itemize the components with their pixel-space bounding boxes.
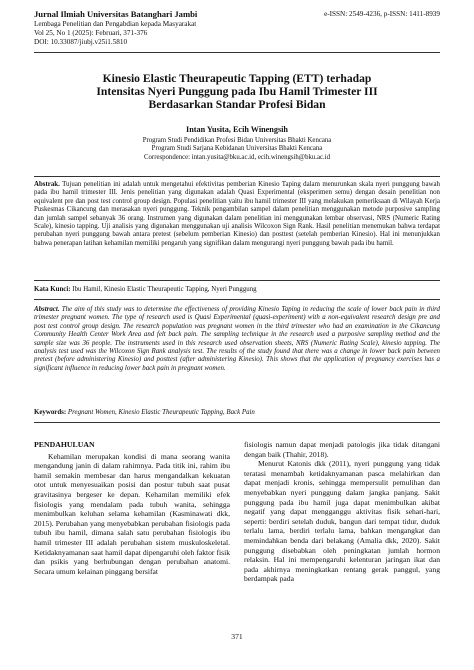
abstract-label: Abstract. <box>34 306 60 313</box>
issn-line: e-ISSN: 2549-4236, p-ISSN: 1411-8939 <box>324 10 440 18</box>
abstract-block <box>34 306 440 373</box>
abstrak-label: Abstrak. <box>34 181 60 188</box>
kata-kunci-label: Kata Kunci: <box>34 286 71 293</box>
affiliation-2: Program Studi Sarjana Kebidanan Universitas Bhakti Kencana <box>151 145 323 153</box>
left-column <box>34 440 230 576</box>
abstrak-divider <box>34 280 440 281</box>
left-paragraph-1: Kehamilan merupakan kondisi di mana seorang wanita mengandung janin di dalam rahimnya. Pada titik ini, rahim ibu hamil semakin membesar dan harus mengandalkan kekuatan otot untuk menyesuaikan posisi dan postur tubuh saat pusat gravitasinya bergeser ke depan. Kehamilan memiliki efek fisiologis yang mendalam pada tubuh wanita, sehingga menimbulkan keluhan selama kehamilan (Kasminawati dkk, 2015). Perubahan yang menyebabkan perubahan fisiologis pada tubuh ibu hamil, dimana salah satu perubahan fisiologis ibu hamil trimester III adalah perubahan sistem muskuloskeletal. Ketidaknyamanan saat hamil dapat dipengaruhi oleh faktor fisik dan psikis yang berhubungan dengan perubahan anatomi. Secara umum kelainan pinggang bersifat <box>34 451 230 576</box>
keywords-divider <box>34 422 440 423</box>
abstrak-text: Tujuan penelitian ini adalah untuk mengetahui efektivitas pemberian Kinesio Taping dalam menurunkan skala nyeri punggung bawah pada ibu hamil trimester III. Jenis penelitian yang digunakan adalah Quasi Experimental (eksperimen semu) dengan desain penelitian non equivalent pre dan post test control group design. Populasi penelitian yaitu ibu hamil trimester III yang melakukan pemeriksaan di Wilayah Kerja Puskesmas Cikancung dan merasakan nyeri punggung. Teknik pengambilan sampel dalam penelitian menggunakan metode purposive sampling dan jumlah sampel sebanyak 36 orang. Instrumen yang digunakan dalam penelitian ini menggunakan lembar observasi, NRS (Numeric Rating Scale), kinesio tapping. Uji analisis yang digunakan menggunakan uji analisis Wilcoxon Sign Rank. Hasil penelitian menemukan bahwa terdapat perubahan nyeri punggung bawah antara pretest (sebelum pemberian Kinesio) dan posttest (setelah pemberian Kinesio). Hal ini menunjukkan bahwa penerapan latihan kehamilan memiliki pengaruh yang signifikan dalam mengurangi nyeri punggung bawah pada ibu hamil. <box>34 181 440 247</box>
author-names: Intan Yusita, Ecih Winengsih <box>186 125 288 134</box>
header-divider <box>34 52 440 53</box>
right-column <box>244 440 440 584</box>
affiliations <box>34 137 440 162</box>
publisher-line: Lembaga Penelitian dan Pengabdian kepada Masyarakat <box>34 20 197 28</box>
journal-info <box>34 9 197 47</box>
right-paragraph-1: Menurut Katonis dkk (2011), nyeri punggung yang tidak teratasi menambah ketidaknyamanan pasca melahirkan dan dapat menjadi kronis, sehingga mempersulit pemulihan dan menyebabkan nyeri punggung dalam jangka panjang. Sakit punggung pada ibu hamil juga dapat menimbulkan akibat negatif yang dapat mengganggu aktivitas fisik sehari-hari, seperti: berdiri setelah duduk, bangun dari tempat tidur, duduk terlalu lama, berdiri terlalu lama, bahkan mengangkat dan memindahkan benda dari belakang (Amalia dkk, 2020). Sakit punggung disebabkan oleh peningkatan jumlah hormon relaksin. Hal ini mempengaruhi kelenturan jaringan ikat dan pada akhirnya meningkatkan rentang gerak panggul, yang berdampak pada <box>244 459 440 584</box>
correspondence: Correspondence: intan.yusita@bku.ac.id, ecih.winengsih@bku.ac.id <box>144 153 330 161</box>
page-number: 371 <box>231 632 243 641</box>
abstract-top-divider <box>34 176 440 177</box>
abstrak-block <box>34 181 440 248</box>
journal-name: Jurnal Ilmiah Universitas Batanghari Jambi <box>34 9 198 19</box>
kata-kunci-text: Ibu Hamil, Kinesio Elastic Theurapeutic Tapping, Nyeri Punggung <box>72 286 257 293</box>
keywords-block <box>34 409 440 417</box>
keywords-label: Keywords: <box>34 409 67 416</box>
kata-kunci-divider <box>34 299 440 300</box>
affiliation-1: Program Studi Pendidikan Profesi Bidan Universitas Bhakti Kencana <box>142 137 332 144</box>
journal-header <box>34 9 440 73</box>
abstract-text: The aim of this study was to determine the effectiveness of providing Kinesio Taping in reducing the scale of lower back pain in third trimester pregnant women. The type of research used is Quasi Experimental (quasi-experiment) with a non-equivalent research design pre and post test control group design. The research population was pregnant women in the third trimester who had an examination in the Cikancung Community Health Center Work Area and felt back pain. The sampling technique in the research used a purposive sampling method and the sample size was 36 people. The instruments used in this research used observation sheets, NRS (Numeric Rating Scale), kinesio tapping. The analysis test used was the Wilcoxon Sign Rank analysis test. The results of the study found that there was a change in lower back pain between pretest (before administering Kinesio) and posttest (after administering Kinesio). This shows that the application of pregnancy exercises has a significant influence in reducing lower back pain in pregnant women. <box>34 306 440 372</box>
kata-kunci-block <box>34 286 440 294</box>
body-columns <box>34 440 440 600</box>
doi-line: DOI: 10.33087/jiubj.v25i1.5810 <box>34 38 128 46</box>
title-line-2: Intensitas Nyeri Punggung pada Ibu Hamil Trimester III <box>96 85 378 99</box>
title-line-1: Kinesio Elastic Theurapeutic Tapping (ETT) terhadap <box>102 72 372 85</box>
keywords-text: Pregnant Women, Kinesio Elastic Theurapeutic Tapping, Back Pain <box>67 409 255 416</box>
section-heading: PENDAHULUAN <box>34 440 95 449</box>
volume-line: Vol 25, No 1 (2025): Februari, 371-376 <box>34 29 148 37</box>
article-title <box>40 72 434 112</box>
right-paragraph-0: fisiologis namun dapat menjadi patologis jika tidak ditangani dengan baik (Thahir, 2018). <box>244 440 440 459</box>
title-line-3: Berdasarkan Standar Profesi Bidan <box>148 98 326 112</box>
